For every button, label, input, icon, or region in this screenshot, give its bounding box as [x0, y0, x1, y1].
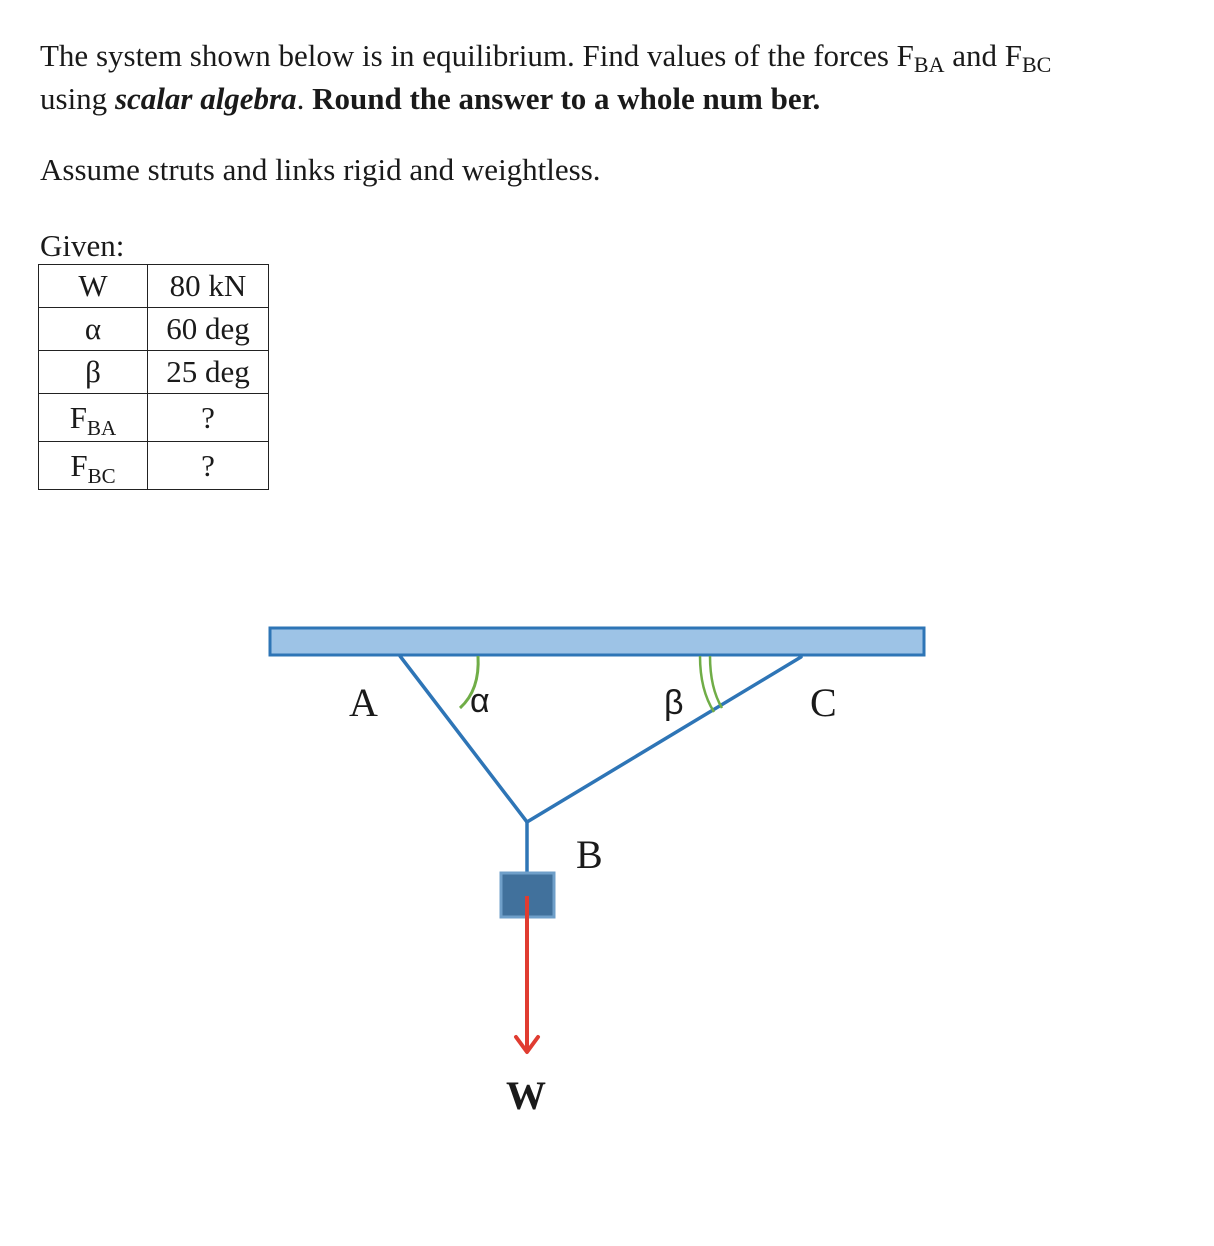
- fbc-key-main: F: [70, 447, 88, 483]
- given-value-fba: ?: [148, 394, 269, 442]
- label-b: B: [576, 832, 603, 877]
- link-ba: [400, 656, 527, 822]
- label-a: A: [349, 680, 378, 725]
- given-value-beta: 25 deg: [148, 351, 269, 394]
- problem-line1: The system shown below is in equilibrium. Find values of the forces F: [40, 38, 914, 73]
- rounding-instruction: Round the answer to a whole num ber.: [312, 81, 821, 116]
- given-key-w: W: [39, 265, 148, 308]
- assumption-text: Assume struts and links rigid and weightless.: [40, 152, 601, 187]
- and-text: and F: [944, 38, 1022, 73]
- given-key-alpha: α: [39, 308, 148, 351]
- problem-line2-mid: .: [296, 81, 313, 116]
- fba-subscript: BA: [913, 52, 945, 77]
- label-beta: β: [664, 684, 684, 722]
- given-key-beta: β: [39, 351, 148, 394]
- beta-arc-inner: [710, 656, 722, 708]
- ceiling-beam: [270, 628, 924, 655]
- label-c: C: [810, 680, 837, 725]
- label-w: W: [506, 1073, 546, 1118]
- fbc-subscript: BC: [1021, 52, 1052, 77]
- link-bc: [527, 657, 801, 822]
- problem-line2-start: using: [40, 81, 115, 116]
- label-alpha: α: [470, 682, 490, 720]
- given-value-fbc: ?: [148, 442, 269, 490]
- fba-key-sub: BA: [87, 415, 117, 440]
- method-text: scalar algebra: [114, 81, 297, 116]
- given-value-alpha: 60 deg: [148, 308, 269, 351]
- fba-key-main: F: [69, 399, 88, 435]
- given-label: Given:: [40, 228, 125, 263]
- given-value-w: 80 kN: [148, 265, 269, 308]
- fbc-key-sub: BC: [87, 463, 116, 488]
